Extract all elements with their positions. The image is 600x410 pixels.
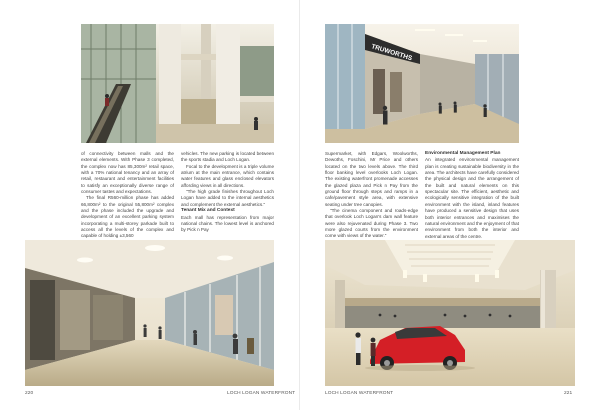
body-paragraph: Each mall has representation from major national chains. The lowest level is anchored by Pick n Pay — [181, 214, 274, 233]
pull-quote: "The high grade finishes throughout Loch Logan have added to the internal aesthetics and complement the external aesthetics." — [181, 189, 274, 207]
body-paragraph: of connectivity between malls and the external elements. With Phase 3 completed, the complex now has 85,300m² retail space, with a 70% national tenancy and an array of retail, restaurant and entertainment facilities to satisfy an exceptionally diverse range of consumer tastes and expectations. — [81, 151, 174, 195]
body-paragraph: The final R560-million phase has added 66,800m² to the original 55,800m² complex and the phase included the upgrade and development of an excellent parking system incorporating a multi-storey parkade built to access all the levels of the complex and capable of holding ±3,560 — [81, 195, 174, 239]
body-paragraph: vehicles. The new parking is located between the sports stadia and Loch Logan. — [181, 151, 274, 163]
mall-corridor-photo — [25, 240, 274, 386]
car-display-photo — [325, 240, 575, 386]
right-page — [300, 0, 600, 410]
section-heading: Tenant Mix and Context — [181, 208, 235, 214]
atrium-escalator-illustration — [81, 24, 274, 143]
storefront-photo — [325, 24, 519, 143]
body-paragraph: Supermarket, with Edgars, Woolworths, Dewoths, Foschini, Mr Price and others located on the two levels above. The third floor banking level overlooks Loch Logan. The existing waterfront promenade accesses the glazed plaza and Pick n Pay from the ground floor through steps and ramps in a cafe/pavement style area, with extensive seating under tree canopies. — [325, 151, 418, 207]
atrium-escalator-photo — [81, 24, 274, 143]
section-heading: Environmental Management Plan — [425, 151, 501, 156]
storefront-illustration — [325, 24, 519, 143]
right-page-text-column-1 — [325, 151, 418, 240]
car-display-illustration — [325, 240, 575, 386]
left-page-text-column-2 — [181, 151, 274, 234]
pull-quote: "The cinema component and roads-edge that overlook Loch Logan's dam wall feature were also rejuvenated during Phase 3. Two more glazed courts from the environment come with views of the water." — [325, 208, 418, 239]
body-paragraph: An integrated environmental management plan is creating sustainable biodiversity in the area. The architects have carefully considered the physical design and the arrangement of the built and natural elements on this spectacular site. The efficient, aesthetic and ecologically sensitive integration of the built environment with the island, inland features have produced a sensitive design that uses both interior entrances and maximises the natural environment and the enjoyment of that environment from both the interior and external areas of the centre. — [425, 157, 519, 239]
page-number: 221 — [564, 391, 573, 396]
running-footer: LOCH LOGAN WATERFRONT — [325, 391, 394, 396]
page-number: 220 — [25, 391, 34, 396]
left-page-text-column-1 — [81, 151, 174, 240]
mall-corridor-illustration — [25, 240, 274, 386]
right-page-text-column-2 — [425, 151, 519, 240]
running-footer: LOCH LOGAN WATERFRONT — [227, 391, 296, 396]
body-paragraph: Focal to the development is a triple volume atrium at the main entrance, which contains water features and glass enclosed elevators affording views in all directions. — [181, 163, 274, 188]
truworths-sign: TRUWORTHS — [370, 43, 413, 63]
